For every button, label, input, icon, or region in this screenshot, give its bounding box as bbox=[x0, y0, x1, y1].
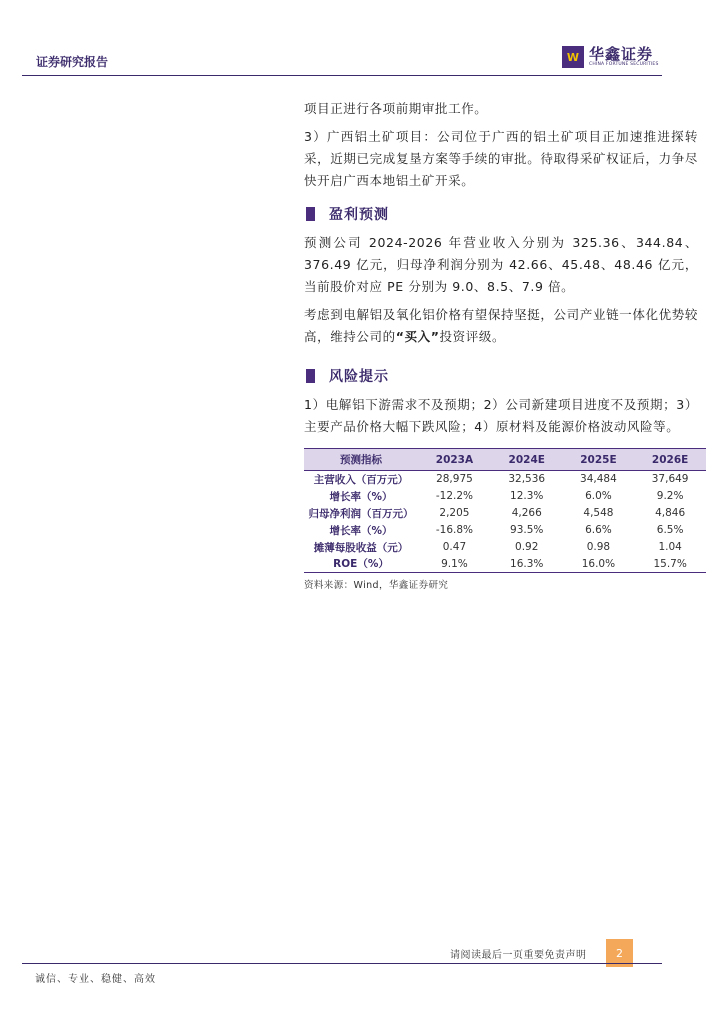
table-cell: 32,536 bbox=[508, 473, 546, 486]
footer-slogan: 诚信、专业、稳健、高效 bbox=[35, 974, 156, 985]
paragraph-risks: 1）电解铝下游需求不及预期；2）公司新建项目进度不及预期；3）主要产品价格大幅下跌风险；4）原材料及能源价格波动风险等。 bbox=[304, 397, 698, 434]
table-cell: 1.04 bbox=[658, 541, 682, 553]
table-cell: 9.2% bbox=[656, 490, 684, 502]
table-cell: 4,266 bbox=[511, 507, 542, 519]
table-cell: 4,548 bbox=[583, 507, 614, 519]
table-cell: -12.2% bbox=[435, 490, 474, 502]
report-body bbox=[304, 98, 698, 591]
logo-mark-icon: W bbox=[562, 46, 584, 68]
table-row bbox=[304, 556, 706, 573]
table-cell: 6.0% bbox=[585, 490, 612, 502]
table-cell: 6.5% bbox=[656, 524, 684, 536]
paragraph-forecast: 预测公司 2024-2026 年营业收入分别为 325.36、344.84、376.49 亿元，归母净利润分别为 42.66、45.48、48.46 亿元，当前股价对应 PE 分别为 9.0、8.5、7.9 倍。 bbox=[304, 235, 698, 294]
header-divider bbox=[22, 75, 662, 76]
table-header-cell: 预测指标 bbox=[304, 449, 418, 471]
table-cell: 93.5% bbox=[510, 524, 544, 536]
table-cell: 0.47 bbox=[442, 541, 467, 553]
section-marker-icon bbox=[306, 207, 315, 221]
rating-value: “买入” bbox=[395, 329, 440, 344]
logo-name-cn: 华鑫证券 bbox=[589, 45, 654, 63]
row-label: 增长率（%） bbox=[329, 490, 393, 503]
footer-divider bbox=[22, 963, 662, 964]
table-source-note: 资料来源：Wind，华鑫证券研究 bbox=[304, 580, 449, 591]
table-header-cell: 2026E bbox=[634, 449, 706, 471]
row-label: 摊薄每股收益（元） bbox=[313, 541, 409, 554]
row-label: 主营收入（百万元） bbox=[313, 473, 409, 486]
table-header-cell: 2024E bbox=[491, 449, 563, 471]
table-row bbox=[304, 471, 706, 488]
table-cell: 28,975 bbox=[436, 473, 473, 486]
table-header-row bbox=[304, 449, 706, 471]
report-type-label: 证券研究报告 bbox=[36, 55, 109, 69]
table-row bbox=[304, 539, 706, 556]
table-row bbox=[304, 505, 706, 522]
table-cell: 12.3% bbox=[510, 490, 544, 502]
section-title: 盈利预测 bbox=[329, 207, 389, 223]
row-label: ROE（%） bbox=[304, 556, 418, 573]
paragraph-guangxi-bauxite: 3）广西铝土矿项目：公司位于广西的铝土矿项目正加速推进探转采，近期已完成复垦方案等手续的审批。待取得采矿权证后，力争尽快开启广西本地铝土矿开采。 bbox=[304, 129, 698, 188]
page-number: 2 bbox=[606, 939, 633, 967]
section-title: 风险提示 bbox=[329, 369, 389, 385]
company-logo bbox=[562, 46, 659, 68]
table-cell: 0.98 bbox=[586, 541, 611, 553]
paragraph-rating bbox=[304, 304, 698, 348]
table-cell: 15.7% bbox=[634, 556, 706, 573]
section-heading-profit-forecast bbox=[304, 202, 698, 226]
table-cell: 16.3% bbox=[491, 556, 563, 573]
table-header-cell: 2023A bbox=[418, 449, 491, 471]
forecast-table bbox=[304, 448, 706, 573]
table-cell: -16.8% bbox=[435, 524, 474, 536]
table-header-cell: 2025E bbox=[563, 449, 635, 471]
table-cell: 2,205 bbox=[439, 507, 470, 519]
table-row bbox=[304, 522, 706, 539]
disclaimer-note: 请阅读最后一页重要免责声明 bbox=[450, 950, 587, 961]
table-cell: 34,484 bbox=[580, 473, 617, 486]
rating-text-post: 投资评级。 bbox=[439, 329, 506, 344]
table-cell: 4,846 bbox=[655, 507, 686, 519]
row-label: 归母净利润（百万元） bbox=[308, 507, 414, 520]
logo-name-en: CHINA FORTUNE SECURITIES bbox=[589, 62, 659, 67]
table-row bbox=[304, 488, 706, 505]
row-label: 增长率（%） bbox=[329, 524, 393, 537]
table-cell: 16.0% bbox=[563, 556, 635, 573]
rating-text-pre: 考虑到电解铝及氧化铝价格有望保持坚挺，公司产业链一体化优势较高，维持公司的 bbox=[304, 307, 698, 344]
table-cell: 37,649 bbox=[651, 473, 689, 486]
table-cell: 9.1% bbox=[418, 556, 491, 573]
section-heading-risk bbox=[304, 364, 698, 388]
section-marker-icon bbox=[306, 369, 315, 383]
table-cell: 6.6% bbox=[585, 524, 612, 536]
paragraph-project-approval: 项目正进行各项前期审批工作。 bbox=[304, 101, 488, 116]
table-cell: 0.92 bbox=[515, 541, 539, 553]
